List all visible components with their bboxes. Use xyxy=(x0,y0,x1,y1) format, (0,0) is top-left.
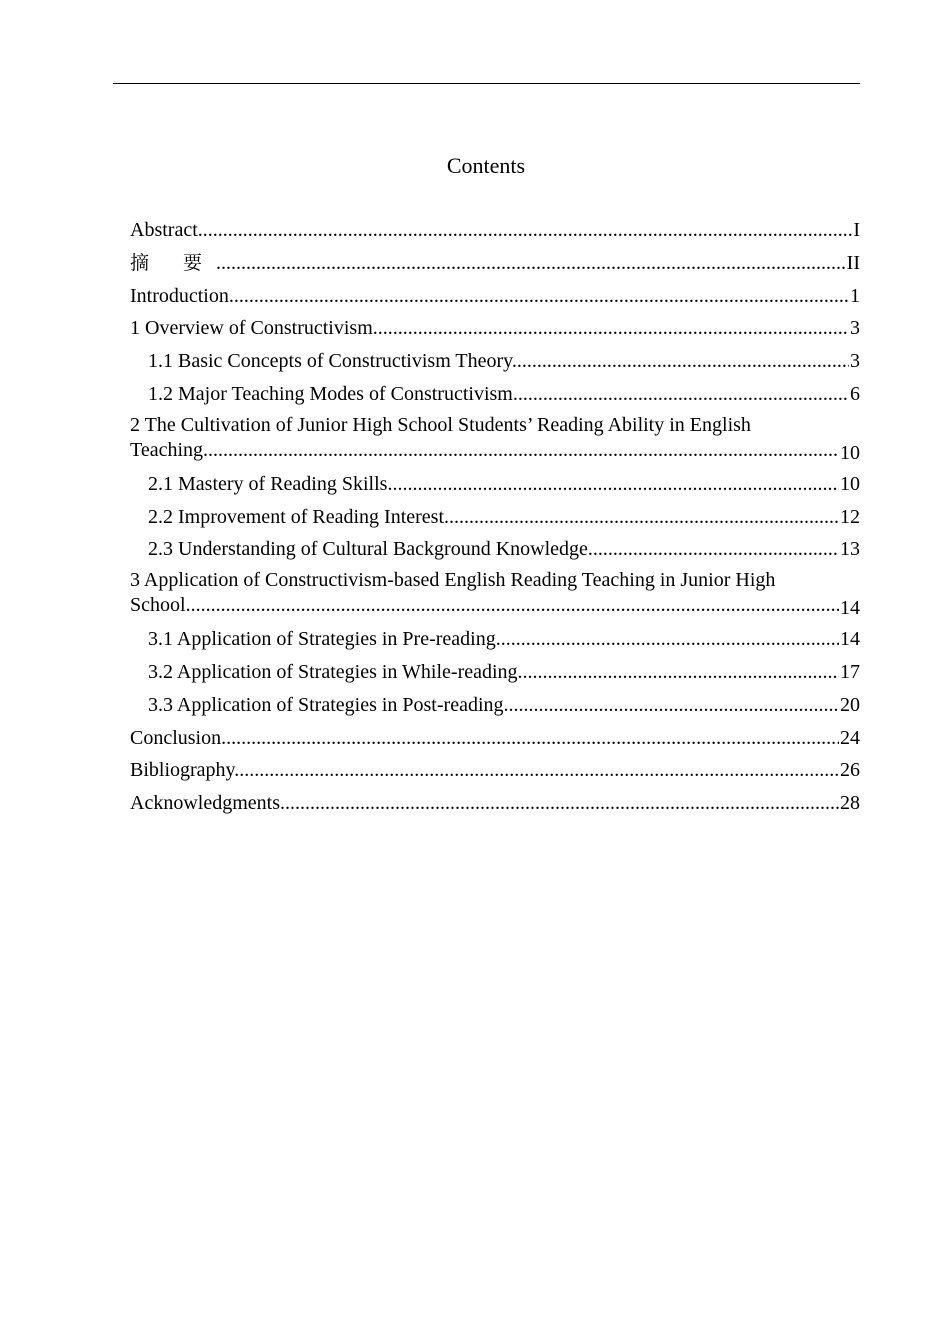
toc-entry-page: 17 xyxy=(839,656,860,689)
toc-entry-page: II xyxy=(846,247,860,280)
toc-entry-page: I xyxy=(852,214,860,247)
toc-entry-page: 10 xyxy=(839,468,860,501)
toc-entry-acknowledgments[interactable] xyxy=(130,787,860,820)
toc-entry-label: Acknowledgments ..... xyxy=(130,792,860,814)
toc-entry-label: 3.3 Application of Strategies in Post-reading ..... xyxy=(148,694,860,716)
toc-entry-section-2-3[interactable] xyxy=(130,533,860,566)
toc-entry-label: Conclusion ..... xyxy=(130,727,860,749)
toc-entry-page: 1 xyxy=(849,280,860,313)
page-title: Contents xyxy=(446,153,526,178)
toc-entry-label-line2: School ..... xyxy=(130,594,860,616)
toc-entry-page: 20 xyxy=(839,689,860,722)
toc-entry-page: 24 xyxy=(839,722,860,755)
toc-entry-label: 3.1 Application of Strategies in Pre-reading ..... xyxy=(148,628,860,650)
toc-entry-label: 2.2 Improvement of Reading Interest ..... xyxy=(148,506,860,528)
toc-entry-label-line1: 2 The Cultivation of Junior High School Students’ Reading Ability in English xyxy=(130,413,751,436)
toc-entry-label: 1.2 Major Teaching Modes of Constructivism ..... xyxy=(148,383,860,405)
toc-entry-section-3-1[interactable] xyxy=(130,623,860,656)
toc-entry-page: 14 xyxy=(839,623,860,656)
toc-entry-introduction[interactable] xyxy=(130,280,860,313)
toc-entry-chapter-3[interactable] xyxy=(130,566,860,623)
toc-entry-label-line1: 3 Application of Constructivism-based English Reading Teaching in Junior High xyxy=(130,569,776,592)
toc-entry-label: 1 Overview of Constructivism ..... xyxy=(130,317,860,339)
toc-entry-label: 2.1 Mastery of Reading Skills ..... xyxy=(148,473,860,495)
toc-entry-page: 13 xyxy=(839,533,860,566)
toc-entry-chinese-abstract[interactable] xyxy=(130,247,860,280)
toc-entry-label: Bibliography ..... xyxy=(130,759,860,781)
toc-entry-label: 1.1 Basic Concepts of Constructivism Theory ..... xyxy=(148,350,860,372)
toc-entry-page: 12 xyxy=(839,501,860,534)
toc-entry-section-2-2[interactable] xyxy=(130,501,860,534)
toc-entry-page: 6 xyxy=(849,378,860,411)
toc-entry-page: 10 xyxy=(840,441,860,464)
header-rule xyxy=(113,83,860,84)
toc-entry-conclusion[interactable] xyxy=(130,722,860,755)
toc-entry-chapter-2[interactable] xyxy=(130,411,860,468)
toc-entry-chapter-1[interactable] xyxy=(130,312,860,345)
table-of-contents xyxy=(130,214,860,820)
toc-entry-label: 3.2 Application of Strategies in While-reading ..... xyxy=(148,661,860,683)
toc-entry-abstract[interactable] xyxy=(130,214,860,247)
toc-entry-label: 2.3 Understanding of Cultural Background Knowledge ..... xyxy=(148,538,860,560)
toc-entry-section-3-3[interactable] xyxy=(130,689,860,722)
toc-entry-section-1-2[interactable] xyxy=(130,378,860,411)
toc-entry-bibliography[interactable] xyxy=(130,754,860,787)
toc-entry-page: 14 xyxy=(840,597,860,620)
toc-entry-page: 28 xyxy=(839,787,860,820)
toc-entry-label: Introduction ..... xyxy=(130,285,860,307)
toc-entry-section-1-1[interactable] xyxy=(130,345,860,378)
toc-entry-label-line2: Teaching ..... xyxy=(130,439,860,461)
toc-entry-section-3-2[interactable] xyxy=(130,656,860,689)
toc-entry-page: 26 xyxy=(839,754,860,787)
toc-entry-section-2-1[interactable] xyxy=(130,468,860,501)
toc-entry-page: 3 xyxy=(849,345,860,378)
toc-entry-page: 3 xyxy=(849,312,860,345)
toc-entry-label: 摘 要 xyxy=(130,251,217,274)
toc-entry-label: Abstract ..... xyxy=(130,219,860,241)
